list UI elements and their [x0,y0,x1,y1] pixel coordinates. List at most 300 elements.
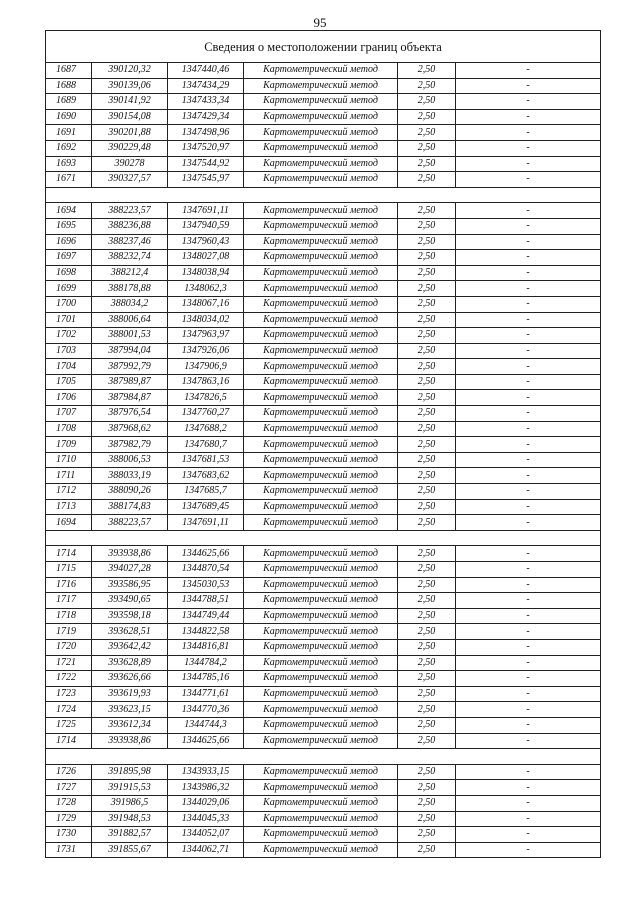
point-number-cell: 1718 [46,608,92,624]
accuracy-cell: 2,50 [398,312,456,328]
coord-x-cell: 390139,06 [92,78,168,94]
description-cell: - [456,780,601,796]
accuracy-cell: 2,50 [398,172,456,188]
method-cell: Картометрический метод [244,717,398,733]
coord-y-cell: 1344029,06 [168,795,244,811]
coord-x-cell: 388090,26 [92,484,168,500]
table-row [46,234,601,250]
coord-x-cell: 387976,54 [92,406,168,422]
accuracy-cell: 2,50 [398,421,456,437]
description-cell: - [456,562,601,578]
method-cell: Картометрический метод [244,328,398,344]
method-cell: Картометрический метод [244,733,398,749]
coord-x-cell: 387984,87 [92,390,168,406]
accuracy-cell: 2,50 [398,717,456,733]
description-cell: - [456,717,601,733]
point-number-cell: 1716 [46,577,92,593]
description-cell: - [456,811,601,827]
point-number-cell: 1705 [46,374,92,390]
coord-y-cell: 1347960,43 [168,234,244,250]
accuracy-cell: 2,50 [398,234,456,250]
description-cell: - [456,624,601,640]
table-row [46,827,601,843]
accuracy-cell: 2,50 [398,655,456,671]
method-cell: Картометрический метод [244,140,398,156]
accuracy-cell: 2,50 [398,468,456,484]
table-row [46,499,601,515]
table-row [46,686,601,702]
description-cell: - [456,109,601,125]
coord-y-cell: 1347683,62 [168,468,244,484]
description-cell: - [456,795,601,811]
table-row [46,764,601,780]
coord-y-cell: 1348034,02 [168,312,244,328]
description-cell: - [456,63,601,79]
description-cell: - [456,577,601,593]
accuracy-cell: 2,50 [398,250,456,266]
description-cell: - [456,842,601,858]
method-cell: Картометрический метод [244,562,398,578]
point-number-cell: 1723 [46,686,92,702]
method-cell: Картометрический метод [244,109,398,125]
method-cell: Картометрический метод [244,125,398,141]
coord-x-cell: 390278 [92,156,168,172]
description-cell: - [456,125,601,141]
method-cell: Картометрический метод [244,296,398,312]
point-number-cell: 1721 [46,655,92,671]
table-row [46,374,601,390]
coord-y-cell: 1347433,34 [168,94,244,110]
point-number-cell: 1709 [46,437,92,453]
table-row [46,515,601,531]
method-cell: Картометрический метод [244,265,398,281]
coord-y-cell: 1344744,3 [168,717,244,733]
table-row [46,109,601,125]
method-cell: Картометрический метод [244,827,398,843]
method-cell: Картометрический метод [244,624,398,640]
accuracy-cell: 2,50 [398,499,456,515]
coord-y-cell: 1347440,46 [168,63,244,79]
coord-x-cell: 388223,57 [92,203,168,219]
coord-y-cell: 1347826,5 [168,390,244,406]
accuracy-cell: 2,50 [398,733,456,749]
coord-x-cell: 391855,67 [92,842,168,858]
coord-x-cell: 393938,86 [92,733,168,749]
accuracy-cell: 2,50 [398,140,456,156]
method-cell: Картометрический метод [244,452,398,468]
accuracy-cell: 2,50 [398,406,456,422]
table-row [46,655,601,671]
table-row [46,608,601,624]
point-number-cell: 1719 [46,624,92,640]
method-cell: Картометрический метод [244,94,398,110]
method-cell: Картометрический метод [244,593,398,609]
coord-y-cell: 1344062,71 [168,842,244,858]
table-row [46,421,601,437]
point-number-cell: 1701 [46,312,92,328]
coord-x-cell: 393642,42 [92,639,168,655]
method-cell: Картометрический метод [244,764,398,780]
description-cell: - [456,686,601,702]
accuracy-cell: 2,50 [398,94,456,110]
coord-x-cell: 390327,57 [92,172,168,188]
accuracy-cell: 2,50 [398,686,456,702]
coord-x-cell: 390154,08 [92,109,168,125]
point-number-cell: 1706 [46,390,92,406]
point-number-cell: 1727 [46,780,92,796]
coord-x-cell: 394027,28 [92,562,168,578]
table-row [46,780,601,796]
coord-y-cell: 1348062,3 [168,281,244,297]
coord-x-cell: 390229,48 [92,140,168,156]
table-row [46,811,601,827]
method-cell: Картометрический метод [244,359,398,375]
accuracy-cell: 2,50 [398,125,456,141]
point-number-cell: 1699 [46,281,92,297]
point-number-cell: 1731 [46,842,92,858]
method-cell: Картометрический метод [244,406,398,422]
accuracy-cell: 2,50 [398,265,456,281]
table-row [46,717,601,733]
method-cell: Картометрический метод [244,468,398,484]
table-row [46,484,601,500]
accuracy-cell: 2,50 [398,218,456,234]
accuracy-cell: 2,50 [398,593,456,609]
point-number-cell: 1714 [46,546,92,562]
coord-x-cell: 388178,88 [92,281,168,297]
coord-x-cell: 387994,04 [92,343,168,359]
coord-y-cell: 1347906,9 [168,359,244,375]
table-row [46,562,601,578]
point-number-cell: 1711 [46,468,92,484]
table-row [46,312,601,328]
coord-y-cell: 1344625,66 [168,733,244,749]
point-number-cell: 1696 [46,234,92,250]
accuracy-cell: 2,50 [398,203,456,219]
coord-y-cell: 1344749,44 [168,608,244,624]
coord-x-cell: 391915,53 [92,780,168,796]
point-number-cell: 1695 [46,218,92,234]
accuracy-cell: 2,50 [398,780,456,796]
coord-y-cell: 1347963,97 [168,328,244,344]
method-cell: Картометрический метод [244,390,398,406]
description-cell: - [456,218,601,234]
point-number-cell: 1700 [46,296,92,312]
accuracy-cell: 2,50 [398,484,456,500]
coord-y-cell: 1344816,81 [168,639,244,655]
accuracy-cell: 2,50 [398,639,456,655]
method-cell: Картометрический метод [244,546,398,562]
point-number-cell: 1694 [46,515,92,531]
accuracy-cell: 2,50 [398,842,456,858]
coord-x-cell: 388034,2 [92,296,168,312]
point-number-cell: 1710 [46,452,92,468]
method-cell: Картометрический метод [244,234,398,250]
table-title: Сведения о местоположении границ объекта [46,31,601,63]
method-cell: Картометрический метод [244,281,398,297]
method-cell: Картометрический метод [244,608,398,624]
description-cell: - [456,359,601,375]
point-number-cell: 1724 [46,702,92,718]
coord-x-cell: 393628,89 [92,655,168,671]
point-number-cell: 1729 [46,811,92,827]
group-separator-row [46,187,601,203]
table-row [46,406,601,422]
description-cell: - [456,406,601,422]
coord-y-cell: 1348038,94 [168,265,244,281]
coord-x-cell: 387968,62 [92,421,168,437]
coord-x-cell: 388236,88 [92,218,168,234]
description-cell: - [456,421,601,437]
accuracy-cell: 2,50 [398,827,456,843]
method-cell: Картометрический метод [244,250,398,266]
table-row [46,265,601,281]
method-cell: Картометрический метод [244,437,398,453]
coord-x-cell: 393612,34 [92,717,168,733]
point-number-cell: 1730 [46,827,92,843]
accuracy-cell: 2,50 [398,63,456,79]
coord-x-cell: 393598,18 [92,608,168,624]
table-row [46,281,601,297]
coord-y-cell: 1347681,53 [168,452,244,468]
table-row [46,125,601,141]
method-cell: Картометрический метод [244,203,398,219]
description-cell: - [456,733,601,749]
accuracy-cell: 2,50 [398,390,456,406]
description-cell: - [456,639,601,655]
coord-y-cell: 1347940,59 [168,218,244,234]
method-cell: Картометрический метод [244,78,398,94]
point-number-cell: 1707 [46,406,92,422]
coord-x-cell: 393490,65 [92,593,168,609]
coord-y-cell: 1347680,7 [168,437,244,453]
method-cell: Картометрический метод [244,374,398,390]
table-row [46,593,601,609]
accuracy-cell: 2,50 [398,515,456,531]
point-number-cell: 1715 [46,562,92,578]
separator-cell [46,187,601,203]
accuracy-cell: 2,50 [398,156,456,172]
coord-y-cell: 1347689,45 [168,499,244,515]
description-cell: - [456,78,601,94]
coord-x-cell: 393623,15 [92,702,168,718]
boundary-table [45,30,601,858]
description-cell: - [456,546,601,562]
point-number-cell: 1713 [46,499,92,515]
coord-y-cell: 1347760,27 [168,406,244,422]
method-cell: Картометрический метод [244,515,398,531]
table-row [46,702,601,718]
coord-y-cell: 1345030,53 [168,577,244,593]
table-row [46,94,601,110]
method-cell: Картометрический метод [244,63,398,79]
coord-y-cell: 1344784,2 [168,655,244,671]
description-cell: - [456,827,601,843]
table-row [46,437,601,453]
point-number-cell: 1688 [46,78,92,94]
table-row [46,468,601,484]
separator-cell [46,530,601,546]
description-cell: - [456,281,601,297]
description-cell: - [456,499,601,515]
description-cell: - [456,234,601,250]
accuracy-cell: 2,50 [398,343,456,359]
method-cell: Картометрический метод [244,218,398,234]
table-row [46,842,601,858]
accuracy-cell: 2,50 [398,577,456,593]
method-cell: Картометрический метод [244,172,398,188]
accuracy-cell: 2,50 [398,296,456,312]
table-row [46,671,601,687]
coord-y-cell: 1344822,58 [168,624,244,640]
description-cell: - [456,94,601,110]
accuracy-cell: 2,50 [398,562,456,578]
method-cell: Картометрический метод [244,499,398,515]
accuracy-cell: 2,50 [398,764,456,780]
point-number-cell: 1694 [46,203,92,219]
description-cell: - [456,328,601,344]
coord-y-cell: 1348067,16 [168,296,244,312]
description-cell: - [456,515,601,531]
method-cell: Картометрический метод [244,671,398,687]
table-row [46,296,601,312]
accuracy-cell: 2,50 [398,811,456,827]
group-separator-row [46,530,601,546]
table-title-row [46,31,601,63]
method-cell: Картометрический метод [244,343,398,359]
table-row [46,795,601,811]
coord-x-cell: 388006,53 [92,452,168,468]
coord-y-cell: 1347544,92 [168,156,244,172]
coord-y-cell: 1344771,61 [168,686,244,702]
accuracy-cell: 2,50 [398,109,456,125]
table-row [46,156,601,172]
coord-x-cell: 387982,79 [92,437,168,453]
coord-y-cell: 1347498,96 [168,125,244,141]
description-cell: - [456,468,601,484]
table-row [46,639,601,655]
coord-x-cell: 391895,98 [92,764,168,780]
point-number-cell: 1687 [46,63,92,79]
coord-y-cell: 1348027,08 [168,250,244,266]
description-cell: - [456,484,601,500]
method-cell: Картометрический метод [244,577,398,593]
point-number-cell: 1702 [46,328,92,344]
coord-x-cell: 393619,93 [92,686,168,702]
accuracy-cell: 2,50 [398,359,456,375]
point-number-cell: 1712 [46,484,92,500]
coord-x-cell: 387989,87 [92,374,168,390]
table-row [46,172,601,188]
point-number-cell: 1728 [46,795,92,811]
coord-y-cell: 1343986,32 [168,780,244,796]
description-cell: - [456,593,601,609]
description-cell: - [456,296,601,312]
point-number-cell: 1671 [46,172,92,188]
method-cell: Картометрический метод [244,639,398,655]
description-cell: - [456,250,601,266]
coord-x-cell: 388237,46 [92,234,168,250]
point-number-cell: 1697 [46,250,92,266]
accuracy-cell: 2,50 [398,795,456,811]
separator-cell [46,749,601,765]
table-row [46,218,601,234]
accuracy-cell: 2,50 [398,546,456,562]
table-row [46,78,601,94]
coord-y-cell: 1347691,11 [168,515,244,531]
method-cell: Картометрический метод [244,780,398,796]
description-cell: - [456,437,601,453]
point-number-cell: 1714 [46,733,92,749]
point-number-cell: 1691 [46,125,92,141]
method-cell: Картометрический метод [244,795,398,811]
table-row [46,390,601,406]
table-row [46,250,601,266]
description-cell: - [456,156,601,172]
coord-y-cell: 1344870,54 [168,562,244,578]
accuracy-cell: 2,50 [398,78,456,94]
description-cell: - [456,265,601,281]
table-row [46,359,601,375]
point-number-cell: 1690 [46,109,92,125]
table-row [46,546,601,562]
coord-y-cell: 1347688,2 [168,421,244,437]
coord-x-cell: 388223,57 [92,515,168,531]
accuracy-cell: 2,50 [398,437,456,453]
coord-y-cell: 1344788,51 [168,593,244,609]
accuracy-cell: 2,50 [398,374,456,390]
coord-x-cell: 388232,74 [92,250,168,266]
description-cell: - [456,452,601,468]
group-separator-row [46,749,601,765]
coord-x-cell: 388001,53 [92,328,168,344]
point-number-cell: 1689 [46,94,92,110]
point-number-cell: 1722 [46,671,92,687]
coord-y-cell: 1344045,33 [168,811,244,827]
accuracy-cell: 2,50 [398,281,456,297]
point-number-cell: 1704 [46,359,92,375]
point-number-cell: 1698 [46,265,92,281]
coord-y-cell: 1344770,36 [168,702,244,718]
description-cell: - [456,655,601,671]
description-cell: - [456,374,601,390]
coord-x-cell: 388033,19 [92,468,168,484]
method-cell: Картометрический метод [244,484,398,500]
method-cell: Картометрический метод [244,156,398,172]
page-number: 95 [313,15,327,30]
table-row [46,452,601,468]
description-cell: - [456,764,601,780]
coord-y-cell: 1344785,16 [168,671,244,687]
point-number-cell: 1703 [46,343,92,359]
description-cell: - [456,312,601,328]
coord-x-cell: 390120,32 [92,63,168,79]
description-cell: - [456,172,601,188]
coord-x-cell: 393626,66 [92,671,168,687]
point-number-cell: 1726 [46,764,92,780]
description-cell: - [456,608,601,624]
table-row [46,733,601,749]
point-number-cell: 1717 [46,593,92,609]
coord-y-cell: 1344625,66 [168,546,244,562]
accuracy-cell: 2,50 [398,608,456,624]
point-number-cell: 1725 [46,717,92,733]
coord-y-cell: 1344052,07 [168,827,244,843]
coord-x-cell: 388006,64 [92,312,168,328]
table-row [46,63,601,79]
table-row [46,203,601,219]
method-cell: Картометрический метод [244,811,398,827]
